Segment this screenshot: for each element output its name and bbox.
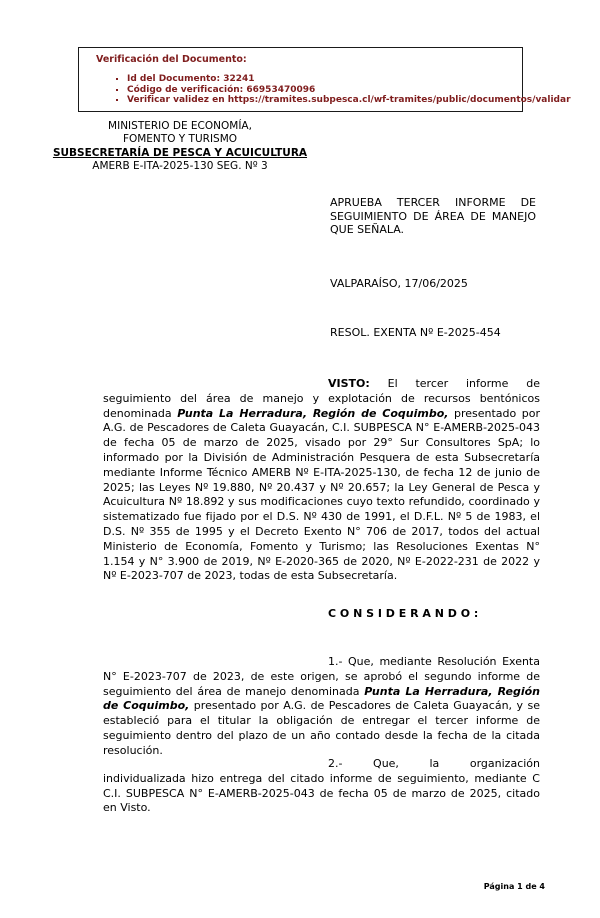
verification-list [79,74,571,106]
visto-paragraph: VISTO: El tercer informe de seguimiento del área de manejo y explotación de recursos bentónicos denominada Punta La Herradura, Región de Coquimbo, presentado por A.G. de Pescadores de Caleta Guayacán, C.I. SUBPESCA N° E-AMERB-2025-043 de fecha 05 de marzo de 2025, visado por 29° Sur Consultores SpA; lo informado por la División de Administración Pesquera de esta Subsecretaría mediante Informe Técnico AMERB Nº E-ITA-2025-130, de fecha 12 de junio de 2025; las Leyes Nº 19.880, Nº 20.437 y Nº 20.657; la Ley General de Pesca y Acuicultura Nº 18.892 y sus modificaciones cuyo texto refundido, coordinado y sistematizado fue fijado por el D.S. Nº 430 de 1991, el D.F.L. Nº 5 de 1983, el D.S. Nº 355 de 1995 y el Decreto Exento N° 706 de 2017, todos del actual Ministerio de Economía, Fomento y Turismo; las Resoluciones Exentas N° 1.154 y N° 3.900 de 2019, Nº E-2020-365 de 2020, Nº E-2022-231 de 2022 y Nº E-2023-707 de 2023, todas de esta Subsecretaría. [103,377,540,583]
verification-item-validation-url: ▪ Verificar validez en https://tramites.subpesca.cl/wf-tramites/public/documentos/validar [127,95,522,106]
subsecretaria-line: SUBSECRETARÍA DE PESCA Y ACUICULTURA [52,146,308,159]
considerando-paragraph-2: 2.- Que, la organización individualizada hizo entrega del citado informe de seguimiento, mediante C C.I. SUBPESCA N° E-AMERB-2025-043 de fecha 05 de marzo de 2025, citado en Visto. [103,757,540,815]
letterhead [25,120,335,173]
resolution-subject: APRUEBA TERCER INFORME DE SEGUIMIENTO DE ÁREA DE MANEJO QUE SEÑALA. [330,196,536,236]
document-reference: AMERB E-ITA-2025-130 SEG. Nº 3 [92,159,268,172]
resolution-number: RESOL. EXENTA Nº E-2025-454 [330,326,501,339]
ministry-line-1: MINISTERIO DE ECONOMÍA, [108,120,252,132]
page-number: Página 1 de 4 [483,882,545,891]
considerando-paragraph-1: 1.- Que, mediante Resolución Exenta N° E-2023-707 de 2023, de este origen, se aprobó el segundo informe de seguimiento del área de manejo denominada Punta La Herradura, Región de Coquimbo, presentado por A.G. de Pescadores de Caleta Guayacán, y se estableció para el titular la obligación de entregar el tercer informe de seguimiento dentro del plazo de un año contado desde la fecha de la citada resolución. [103,655,541,757]
considerando-heading: C O N S I D E R A N D O : [328,607,479,620]
ministry-line-2: FOMENTO Y TURISMO [122,133,238,146]
verification-item-verification-code: ▪ Código de verificación: 66953470096 [127,85,522,96]
verification-title: Verificación del Documento: [96,54,247,65]
verification-item-document-id: ▪ Id del Documento: 32241 [127,74,522,85]
place-date: VALPARAÍSO, 17/06/2025 [330,277,468,290]
verification-box [78,47,571,112]
